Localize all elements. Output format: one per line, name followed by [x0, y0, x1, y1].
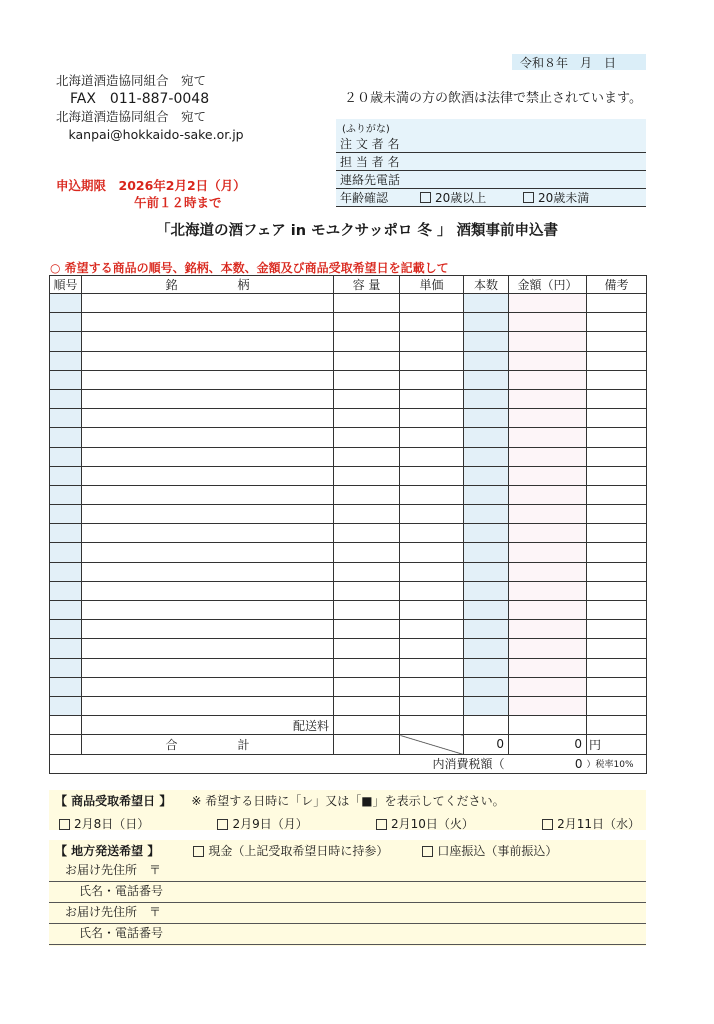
number-cell[interactable]	[50, 351, 82, 370]
delivery-name-phone-field[interactable]	[49, 924, 646, 945]
col-header-amount: 金額（円）	[509, 276, 587, 294]
shipping-volume-cell[interactable]	[334, 716, 400, 735]
volume-cell[interactable]	[334, 601, 400, 620]
shipping-fee-label: 配送料	[82, 716, 334, 735]
age-under-label: 20歳未満	[538, 191, 590, 205]
age-notice: ２０歳未満の方の飲酒は法律で禁止されています。	[344, 91, 642, 106]
amount-cell[interactable]	[509, 601, 587, 620]
total-unit: 円	[587, 735, 647, 754]
pickup-date-option[interactable]	[542, 815, 640, 832]
unit-price-cell[interactable]	[400, 447, 464, 466]
table-row	[50, 620, 647, 639]
delivery-address-label: お届け先住所 〒	[65, 905, 162, 919]
pickup-date-option[interactable]	[59, 815, 149, 832]
table-row	[50, 505, 647, 524]
volume-cell[interactable]	[334, 696, 400, 715]
age-check-label: 年齢確認	[340, 191, 389, 205]
remarks-cell[interactable]	[587, 524, 647, 543]
number-cell[interactable]	[50, 409, 82, 428]
table-row	[50, 389, 647, 408]
col-header-number: 順号	[50, 276, 82, 294]
remarks-cell[interactable]	[587, 505, 647, 524]
age-check-row	[336, 189, 646, 207]
amount-cell[interactable]	[509, 677, 587, 696]
quantity-cell[interactable]	[464, 505, 509, 524]
brand-cell[interactable]	[82, 389, 334, 408]
remarks-cell[interactable]	[587, 485, 647, 504]
table-row	[50, 543, 647, 562]
amount-cell[interactable]	[509, 389, 587, 408]
brand-cell[interactable]	[82, 351, 334, 370]
form-title: 「北海道の酒フェア in モユクサッポロ 冬 」 酒類事前申込書	[155, 223, 559, 239]
recipient-address	[56, 72, 244, 144]
amount-cell[interactable]	[509, 581, 587, 600]
pickup-date-label: 2月10日（火）	[390, 817, 474, 831]
delivery-address-label: お届け先住所 〒	[65, 863, 162, 877]
total-amount: 0	[509, 735, 587, 754]
unit-price-cell[interactable]	[400, 505, 464, 524]
number-cell[interactable]	[50, 562, 82, 581]
volume-cell[interactable]	[334, 562, 400, 581]
checkbox-icon[interactable]	[542, 819, 553, 830]
number-cell[interactable]	[50, 581, 82, 600]
quantity-cell[interactable]	[464, 294, 509, 313]
number-cell[interactable]	[50, 601, 82, 620]
quantity-cell[interactable]	[464, 562, 509, 581]
brand-cell[interactable]	[82, 428, 334, 447]
deadline-time: 午前１２時まで	[134, 195, 222, 210]
volume-cell[interactable]	[334, 543, 400, 562]
table-row	[50, 294, 647, 313]
quantity-cell[interactable]	[464, 428, 509, 447]
delivery-address-field[interactable]	[49, 903, 646, 924]
shipping-price-cell[interactable]	[400, 716, 464, 735]
total-count: 0	[464, 735, 509, 754]
tax-amount: 0	[509, 754, 587, 773]
unit-price-cell[interactable]	[400, 639, 464, 658]
amount-cell[interactable]	[509, 639, 587, 658]
unit-price-cell[interactable]	[400, 409, 464, 428]
table-row	[50, 562, 647, 581]
pickup-date-label: 2月11日（水）	[557, 817, 640, 831]
brand-cell[interactable]	[82, 313, 334, 332]
unit-price-cell[interactable]	[400, 428, 464, 447]
col-header-remarks: 備考	[587, 276, 647, 294]
remarks-cell[interactable]	[587, 332, 647, 351]
brand-cell[interactable]	[82, 447, 334, 466]
delivery-name-phone-label: 氏名・電話番号	[79, 926, 164, 940]
brand-cell[interactable]	[82, 620, 334, 639]
unit-price-cell[interactable]	[400, 370, 464, 389]
volume-cell[interactable]	[334, 466, 400, 485]
amount-cell[interactable]	[509, 409, 587, 428]
quantity-cell[interactable]	[464, 332, 509, 351]
quantity-cell[interactable]	[464, 658, 509, 677]
pickup-section	[49, 790, 646, 830]
quantity-cell[interactable]	[464, 370, 509, 389]
number-cell[interactable]	[50, 658, 82, 677]
email-line: kanpai@hokkaido-sake.or.jp	[56, 127, 244, 142]
unit-price-cell[interactable]	[400, 601, 464, 620]
brand-cell[interactable]	[82, 677, 334, 696]
amount-cell[interactable]	[509, 620, 587, 639]
quantity-cell[interactable]	[464, 466, 509, 485]
amount-cell[interactable]	[509, 313, 587, 332]
unit-price-cell[interactable]	[400, 313, 464, 332]
delivery-name-phone-field[interactable]	[49, 882, 646, 903]
table-row	[50, 409, 647, 428]
remarks-cell[interactable]	[587, 601, 647, 620]
brand-cell[interactable]	[82, 485, 334, 504]
col-header-quantity: 本数	[464, 276, 509, 294]
table-row	[50, 658, 647, 677]
customer-info	[336, 119, 646, 207]
brand-cell[interactable]	[82, 601, 334, 620]
amount-cell[interactable]	[509, 466, 587, 485]
amount-cell[interactable]	[509, 562, 587, 581]
instruction-text: ○ 希望する商品の順号、銘柄、本数、金額及び商品受取希望日を記載して	[50, 261, 449, 275]
quantity-cell[interactable]	[464, 524, 509, 543]
unit-price-cell[interactable]	[400, 294, 464, 313]
shipping-section	[49, 840, 646, 946]
volume-cell[interactable]	[334, 581, 400, 600]
age-under-checkbox[interactable]	[523, 192, 534, 203]
contact-person-label: 担 当 者 名	[340, 155, 400, 169]
quantity-cell[interactable]	[464, 543, 509, 562]
brand-cell[interactable]	[82, 524, 334, 543]
transfer-option-label: 口座振込（事前振込）	[437, 844, 558, 858]
number-cell[interactable]	[50, 466, 82, 485]
number-cell[interactable]	[50, 313, 82, 332]
brand-cell[interactable]	[82, 294, 334, 313]
checkbox-icon[interactable]	[422, 846, 433, 857]
delivery-address-field[interactable]	[49, 861, 646, 882]
volume-cell[interactable]	[334, 332, 400, 351]
brand-cell[interactable]	[82, 466, 334, 485]
date-field[interactable]	[512, 54, 646, 70]
shipping-heading: 【 地方発送希望 】	[55, 844, 160, 858]
shipping-fee-row	[50, 716, 647, 735]
col-header-unit-price: 単価	[400, 276, 464, 294]
volume-cell[interactable]	[334, 389, 400, 408]
cash-option-label: 現金（上記受取希望日時に持参）	[208, 844, 389, 858]
volume-cell[interactable]	[334, 447, 400, 466]
quantity-cell[interactable]	[464, 447, 509, 466]
brand-cell[interactable]	[82, 562, 334, 581]
number-cell[interactable]	[50, 524, 82, 543]
volume-cell[interactable]	[334, 409, 400, 428]
quantity-cell[interactable]	[464, 313, 509, 332]
volume-cell[interactable]	[334, 620, 400, 639]
number-cell[interactable]	[50, 428, 82, 447]
unit-price-cell[interactable]	[400, 696, 464, 715]
number-cell[interactable]	[50, 677, 82, 696]
table-row	[50, 466, 647, 485]
remarks-cell[interactable]	[587, 389, 647, 408]
shipping-qty-cell[interactable]	[464, 716, 509, 735]
phone-label: 連絡先電話	[340, 173, 401, 187]
remarks-cell[interactable]	[587, 620, 647, 639]
table-row	[50, 313, 647, 332]
remarks-cell[interactable]	[587, 581, 647, 600]
volume-cell[interactable]	[334, 524, 400, 543]
remarks-cell[interactable]	[587, 447, 647, 466]
tax-note: ）税率10%	[587, 754, 647, 773]
table-row	[50, 428, 647, 447]
remarks-cell[interactable]	[587, 658, 647, 677]
pickup-note: ※ 希望する日時に「レ」又は「■」を表示してください。	[191, 794, 505, 808]
table-row	[50, 332, 647, 351]
brand-cell[interactable]	[82, 581, 334, 600]
unit-price-cell[interactable]	[400, 485, 464, 504]
volume-cell[interactable]	[334, 505, 400, 524]
brand-cell[interactable]	[82, 696, 334, 715]
brand-cell[interactable]	[82, 639, 334, 658]
amount-cell[interactable]	[509, 428, 587, 447]
number-cell[interactable]	[50, 543, 82, 562]
transfer-option[interactable]	[422, 842, 557, 859]
remarks-cell[interactable]	[587, 370, 647, 389]
remarks-cell[interactable]	[587, 677, 647, 696]
remarks-cell[interactable]	[587, 543, 647, 562]
remarks-cell[interactable]	[587, 409, 647, 428]
amount-cell[interactable]	[509, 332, 587, 351]
unit-price-cell[interactable]	[400, 581, 464, 600]
pickup-date-option[interactable]	[217, 815, 307, 832]
tax-row	[50, 754, 647, 773]
number-cell[interactable]	[50, 294, 82, 313]
volume-cell[interactable]	[334, 485, 400, 504]
unit-price-cell[interactable]	[400, 351, 464, 370]
total-diagonal	[400, 735, 464, 754]
volume-cell[interactable]	[334, 294, 400, 313]
remarks-cell[interactable]	[587, 313, 647, 332]
amount-cell[interactable]	[509, 351, 587, 370]
remarks-cell[interactable]	[587, 294, 647, 313]
volume-cell[interactable]	[334, 639, 400, 658]
remarks-cell[interactable]	[587, 696, 647, 715]
table-row	[50, 447, 647, 466]
age-over-label: 20歳以上	[435, 191, 487, 205]
table-row	[50, 524, 647, 543]
phone-field[interactable]	[336, 171, 646, 189]
amount-cell[interactable]	[509, 505, 587, 524]
unit-price-cell[interactable]	[400, 466, 464, 485]
brand-cell[interactable]	[82, 543, 334, 562]
age-over-checkbox[interactable]	[420, 192, 431, 203]
address-line: 北海道酒造協同組合 宛て	[56, 109, 207, 124]
amount-cell[interactable]	[509, 524, 587, 543]
quantity-cell[interactable]	[464, 389, 509, 408]
brand-cell[interactable]	[82, 505, 334, 524]
quantity-cell[interactable]	[464, 351, 509, 370]
date-label: 令和８年 月 日	[520, 55, 617, 70]
remarks-cell[interactable]	[587, 428, 647, 447]
checkbox-icon[interactable]	[376, 819, 387, 830]
orderer-name-field[interactable]	[336, 135, 646, 153]
unit-price-cell[interactable]	[400, 658, 464, 677]
table-row	[50, 601, 647, 620]
orderer-name-label: 注 文 者 名	[340, 137, 400, 151]
checkbox-icon[interactable]	[59, 819, 70, 830]
table-row	[50, 696, 647, 715]
table-row	[50, 485, 647, 504]
shipping-amount-cell[interactable]	[509, 716, 587, 735]
amount-cell[interactable]	[509, 447, 587, 466]
col-header-brand: 銘 柄	[82, 276, 334, 294]
amount-cell[interactable]	[509, 696, 587, 715]
brand-cell[interactable]	[82, 370, 334, 389]
number-cell[interactable]	[50, 332, 82, 351]
shipping-remarks-cell[interactable]	[587, 716, 647, 735]
number-cell[interactable]	[50, 620, 82, 639]
brand-cell[interactable]	[82, 409, 334, 428]
quantity-cell[interactable]	[464, 639, 509, 658]
amount-cell[interactable]	[509, 543, 587, 562]
order-table	[49, 275, 647, 774]
number-cell[interactable]	[50, 696, 82, 715]
number-cell[interactable]	[50, 447, 82, 466]
table-row	[50, 677, 647, 696]
unit-price-cell[interactable]	[400, 677, 464, 696]
number-cell[interactable]	[50, 389, 82, 408]
pickup-date-option[interactable]	[376, 815, 474, 832]
remarks-cell[interactable]	[587, 351, 647, 370]
unit-price-cell[interactable]	[400, 389, 464, 408]
amount-cell[interactable]	[509, 370, 587, 389]
amount-cell[interactable]	[509, 294, 587, 313]
table-row	[50, 351, 647, 370]
deadline-line: 申込期限 2026年2月2日（月）	[56, 178, 246, 193]
checkbox-icon[interactable]	[217, 819, 228, 830]
checkbox-icon[interactable]	[193, 846, 204, 857]
volume-cell[interactable]	[334, 658, 400, 677]
quantity-cell[interactable]	[464, 601, 509, 620]
tax-label: 内消費税額（	[400, 754, 509, 773]
col-header-volume: 容 量	[334, 276, 400, 294]
volume-cell[interactable]	[334, 351, 400, 370]
number-cell[interactable]	[50, 505, 82, 524]
quantity-cell[interactable]	[464, 677, 509, 696]
quantity-cell[interactable]	[464, 620, 509, 639]
volume-cell[interactable]	[334, 677, 400, 696]
pickup-date-label: 2月9日（月）	[232, 817, 308, 831]
quantity-cell[interactable]	[464, 409, 509, 428]
quantity-cell[interactable]	[464, 485, 509, 504]
number-cell[interactable]	[50, 639, 82, 658]
brand-cell[interactable]	[82, 332, 334, 351]
amount-cell[interactable]	[509, 485, 587, 504]
total-row	[50, 735, 647, 754]
contact-person-field[interactable]	[336, 153, 646, 171]
volume-cell[interactable]	[334, 428, 400, 447]
remarks-cell[interactable]	[587, 639, 647, 658]
pickup-date-label: 2月8日（日）	[74, 817, 150, 831]
unit-price-cell[interactable]	[400, 524, 464, 543]
delivery-name-phone-label: 氏名・電話番号	[79, 884, 164, 898]
remarks-cell[interactable]	[587, 562, 647, 581]
total-label: 合 計	[82, 735, 334, 754]
quantity-cell[interactable]	[464, 696, 509, 715]
number-cell[interactable]	[50, 485, 82, 504]
unit-price-cell[interactable]	[400, 620, 464, 639]
remarks-cell[interactable]	[587, 466, 647, 485]
unit-price-cell[interactable]	[400, 543, 464, 562]
pickup-heading: 【 商品受取希望日 】	[55, 794, 172, 808]
quantity-cell[interactable]	[464, 581, 509, 600]
cash-option[interactable]	[193, 842, 388, 859]
number-cell[interactable]	[50, 370, 82, 389]
furigana-label: (ふりがな)	[336, 119, 646, 135]
unit-price-cell[interactable]	[400, 562, 464, 581]
address-line: 北海道酒造協同組合 宛て	[56, 73, 207, 88]
fax-line: FAX 011-887-0048	[56, 91, 210, 107]
brand-cell[interactable]	[82, 658, 334, 677]
table-row	[50, 639, 647, 658]
volume-cell[interactable]	[334, 370, 400, 389]
table-header-row	[50, 276, 647, 294]
volume-cell[interactable]	[334, 313, 400, 332]
table-row	[50, 370, 647, 389]
unit-price-cell[interactable]	[400, 332, 464, 351]
table-row	[50, 581, 647, 600]
amount-cell[interactable]	[509, 658, 587, 677]
